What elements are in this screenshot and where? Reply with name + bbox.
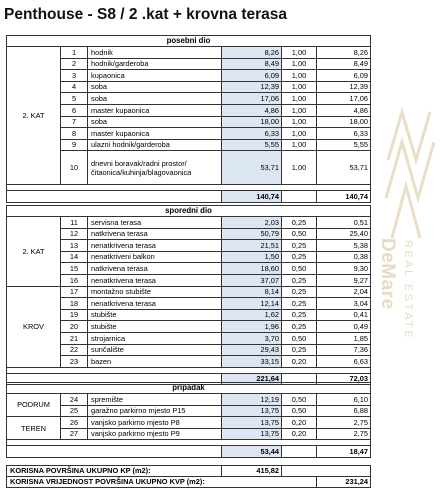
area-coefficient: 0,20 <box>282 356 317 368</box>
area-coefficient: 0,25 <box>282 345 317 357</box>
room-area: 18,00 <box>222 117 282 129</box>
area-coefficient: 1,00 <box>282 93 317 105</box>
weighted-area: 17,06 <box>317 93 371 105</box>
kp-label: KORISNA POVRŠINA UKUPNO KP (m2): <box>6 465 222 477</box>
weighted-area: 8,26 <box>317 47 371 59</box>
watermark-brand: DeMare <box>377 238 398 310</box>
room-name: nenatkriveni balkon <box>88 252 222 264</box>
row-number: 12 <box>61 229 88 241</box>
row-number: 19 <box>61 310 88 322</box>
room-area: 6,09 <box>222 70 282 82</box>
section-header: posebni dio <box>6 35 371 47</box>
weighted-area: 0,49 <box>317 321 371 333</box>
weighted-area: 0,38 <box>317 252 371 264</box>
room-name: ulazni hodnik/garderoba <box>88 140 222 152</box>
area-coefficient: 0,20 <box>282 429 317 441</box>
section-total-weighted: 140,74 <box>317 191 371 203</box>
area-coefficient: 0,25 <box>282 310 317 322</box>
area-coefficient: 0,25 <box>282 321 317 333</box>
area-coefficient: 0,50 <box>282 394 317 406</box>
row-number: 26 <box>61 417 88 429</box>
area-coefficient: 1,00 <box>282 151 317 185</box>
room-name: montažno stubište <box>88 287 222 299</box>
area-table <box>6 35 371 489</box>
room-name: servisna terasa <box>88 217 222 229</box>
room-name: soba <box>88 93 222 105</box>
weighted-area: 18,00 <box>317 117 371 129</box>
room-name: kupaonica <box>88 70 222 82</box>
total-empty <box>282 446 317 458</box>
row-number: 6 <box>61 105 88 117</box>
room-name: nenatkrivena terasa <box>88 275 222 287</box>
row-number: 16 <box>61 275 88 287</box>
weighted-area: 0,41 <box>317 310 371 322</box>
area-coefficient: 1,00 <box>282 59 317 71</box>
weighted-area: 6,10 <box>317 394 371 406</box>
area-coefficient: 0,25 <box>282 240 317 252</box>
area-coefficient: 0,25 <box>282 298 317 310</box>
room-area: 17,06 <box>222 93 282 105</box>
room-area: 8,14 <box>222 287 282 299</box>
weighted-area: 6,63 <box>317 356 371 368</box>
row-number: 7 <box>61 117 88 129</box>
row-number: 21 <box>61 333 88 345</box>
room-name: hodnik/garderoba <box>88 59 222 71</box>
weighted-area: 4,86 <box>317 105 371 117</box>
row-number: 27 <box>61 429 88 441</box>
total-label <box>6 191 222 203</box>
area-coefficient: 0,50 <box>282 263 317 275</box>
area-coefficient: 1,00 <box>282 105 317 117</box>
area-coefficient: 1,00 <box>282 140 317 152</box>
weighted-area: 5,55 <box>317 140 371 152</box>
area-coefficient: 1,00 <box>282 128 317 140</box>
page-title: Penthouse - S8 / 2 .kat + krovna terasa <box>4 6 287 23</box>
room-name: garažno parkirno mjesto P15 <box>88 406 222 418</box>
area-coefficient: 1,00 <box>282 117 317 129</box>
area-coefficient: 0,25 <box>282 275 317 287</box>
weighted-area: 5,38 <box>317 240 371 252</box>
room-area: 53,71 <box>222 151 282 185</box>
row-number: 5 <box>61 93 88 105</box>
room-name: spremište <box>88 394 222 406</box>
room-name: vanjsko parkirno mjesto P9 <box>88 429 222 441</box>
room-area: 29,43 <box>222 345 282 357</box>
row-number: 22 <box>61 345 88 357</box>
room-area: 8,49 <box>222 59 282 71</box>
room-area: 6,33 <box>222 128 282 140</box>
floor-label: TEREN <box>6 417 61 440</box>
room-area: 13,75 <box>222 417 282 429</box>
row-number: 23 <box>61 356 88 368</box>
row-number: 10 <box>61 151 88 185</box>
row-number: 15 <box>61 263 88 275</box>
weighted-area: 6,33 <box>317 128 371 140</box>
room-area: 1,50 <box>222 252 282 264</box>
room-name: sunčalište <box>88 345 222 357</box>
weighted-area: 53,71 <box>317 151 371 185</box>
weighted-area: 9,27 <box>317 275 371 287</box>
total-empty <box>282 191 317 203</box>
section-total-weighted: 72,03 <box>317 374 371 386</box>
room-name: master kupaonica <box>88 105 222 117</box>
section-total-area: 221,64 <box>222 374 282 386</box>
area-coefficient: 0,50 <box>282 406 317 418</box>
room-area: 2,03 <box>222 217 282 229</box>
section-header: pripadak <box>6 382 371 394</box>
room-area: 1,62 <box>222 310 282 322</box>
room-name: bazen <box>88 356 222 368</box>
row-number: 1 <box>61 47 88 59</box>
weighted-area: 12,39 <box>317 82 371 94</box>
room-area: 12,39 <box>222 82 282 94</box>
weighted-area: 2,04 <box>317 287 371 299</box>
row-number: 8 <box>61 128 88 140</box>
row-number: 2 <box>61 59 88 71</box>
weighted-area: 2,75 <box>317 417 371 429</box>
watermark-subtitle: REAL ESTATE <box>402 240 414 341</box>
room-area: 13,75 <box>222 429 282 441</box>
room-name: stubište <box>88 321 222 333</box>
room-area: 4,86 <box>222 105 282 117</box>
row-number: 17 <box>61 287 88 299</box>
weighted-area: 6,09 <box>317 70 371 82</box>
floor-label: 2. KAT <box>6 217 61 287</box>
room-area: 21,51 <box>222 240 282 252</box>
room-name: natkrivena terasa <box>88 229 222 241</box>
row-number: 14 <box>61 252 88 264</box>
area-coefficient: 0,20 <box>282 417 317 429</box>
room-name: dnevni boravak/radni prostor/čitaonica/kuhinja/blagovaonica <box>88 151 222 185</box>
section-total-area: 140,74 <box>222 191 282 203</box>
section-total-weighted: 18,47 <box>317 446 371 458</box>
room-area: 1,96 <box>222 321 282 333</box>
room-area: 50,79 <box>222 229 282 241</box>
room-name: master kupaonica <box>88 128 222 140</box>
room-name: soba <box>88 117 222 129</box>
row-number: 20 <box>61 321 88 333</box>
row-number: 4 <box>61 82 88 94</box>
area-coefficient: 0,25 <box>282 217 317 229</box>
area-coefficient: 0,25 <box>282 252 317 264</box>
row-number: 13 <box>61 240 88 252</box>
room-area: 5,55 <box>222 140 282 152</box>
floor-label: PODRUM <box>6 394 61 417</box>
room-name: natkrivena terasa <box>88 263 222 275</box>
room-area: 33,15 <box>222 356 282 368</box>
floor-label: KROV <box>6 287 61 368</box>
weighted-area: 2,75 <box>317 429 371 441</box>
section-total-area: 53,44 <box>222 446 282 458</box>
room-area: 37,07 <box>222 275 282 287</box>
room-area: 12,14 <box>222 298 282 310</box>
row-number: 25 <box>61 406 88 418</box>
row-number: 11 <box>61 217 88 229</box>
area-coefficient: 1,00 <box>282 70 317 82</box>
room-area: 8,26 <box>222 47 282 59</box>
row-number: 3 <box>61 70 88 82</box>
weighted-area: 25,40 <box>317 229 371 241</box>
room-name: vanjsko parkirno mjesto P8 <box>88 417 222 429</box>
row-number: 9 <box>61 140 88 152</box>
weighted-area: 9,30 <box>317 263 371 275</box>
kp-empty <box>282 465 371 477</box>
weighted-area: 3,04 <box>317 298 371 310</box>
room-area: 3,70 <box>222 333 282 345</box>
section-header: sporedni dio <box>6 205 371 217</box>
room-name: stubište <box>88 310 222 322</box>
kvp-label: KORISNA VRIJEDNOST POVRŠINA UKUPNO KVP (m2): <box>6 477 317 489</box>
kvp-value: 231,24 <box>317 477 371 489</box>
room-name: strojarnica <box>88 333 222 345</box>
room-name: nenatkrivena terasa <box>88 240 222 252</box>
area-coefficient: 0,25 <box>282 287 317 299</box>
weighted-area: 1,85 <box>317 333 371 345</box>
weighted-area: 7,36 <box>317 345 371 357</box>
room-name: hodnik <box>88 47 222 59</box>
area-coefficient: 0,50 <box>282 229 317 241</box>
floor-label: 2. KAT <box>6 47 61 185</box>
room-area: 18,60 <box>222 263 282 275</box>
room-area: 13,75 <box>222 406 282 418</box>
weighted-area: 8,49 <box>317 59 371 71</box>
room-name: nenatkrivena terasa <box>88 298 222 310</box>
area-coefficient: 1,00 <box>282 82 317 94</box>
weighted-area: 6,88 <box>317 406 371 418</box>
row-number: 18 <box>61 298 88 310</box>
total-label <box>6 446 222 458</box>
kp-value: 415,82 <box>222 465 282 477</box>
area-coefficient: 1,00 <box>282 47 317 59</box>
room-name: soba <box>88 82 222 94</box>
row-number: 24 <box>61 394 88 406</box>
weighted-area: 0,51 <box>317 217 371 229</box>
area-coefficient: 0,50 <box>282 333 317 345</box>
room-area: 12,19 <box>222 394 282 406</box>
